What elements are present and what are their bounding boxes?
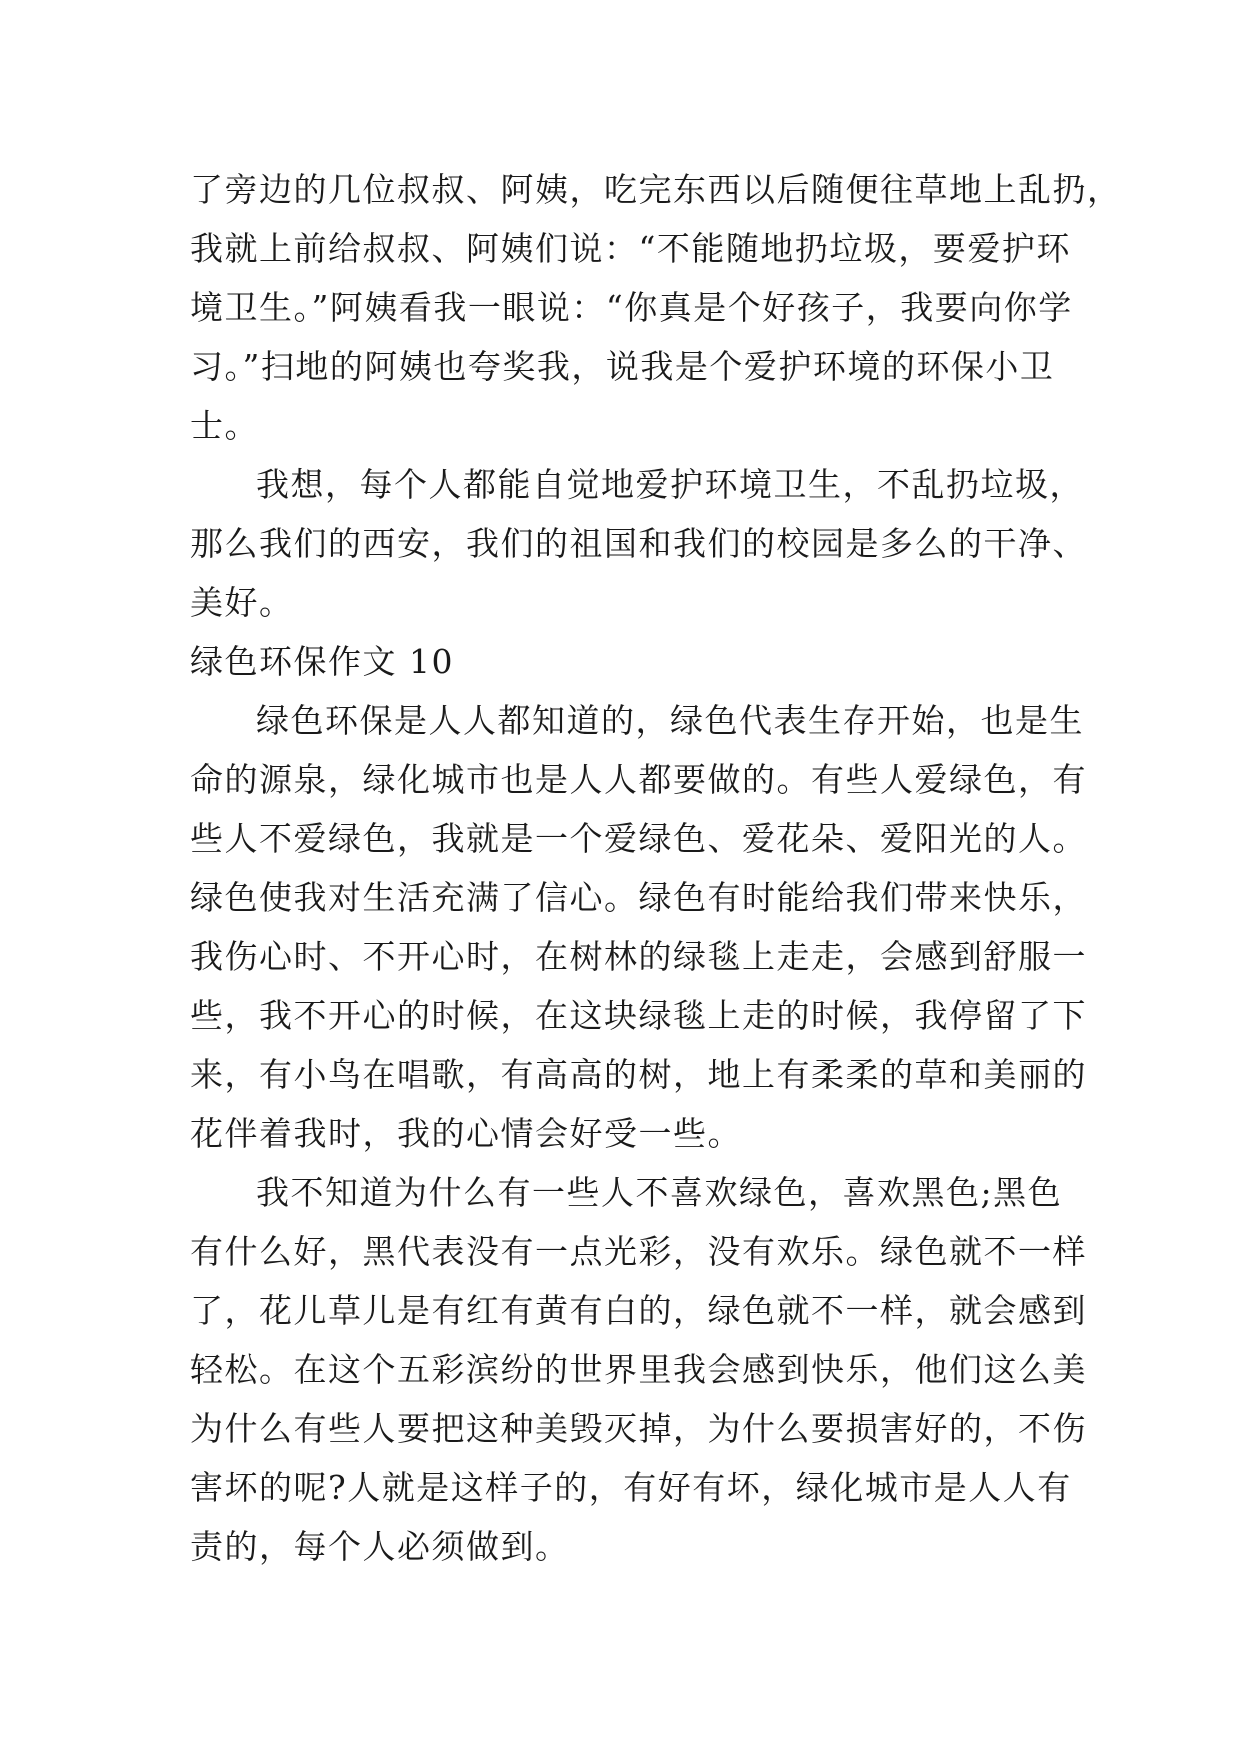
text-line: 绿色环保是人人都知道的，绿色代表生存开始，也是生 [256,701,1084,740]
paragraph-4 [190,1163,1087,1576]
text-line: 有什么好，黑代表没有一点光彩，没有欢乐。绿色就不一样 [190,1232,1087,1271]
text-line: 来，有小鸟在唱歌，有高高的树，地上有柔柔的草和美丽的 [190,1055,1087,1094]
text-line: 我不知道为什么有一些人不喜欢绿色，喜欢黑色;黑色 [256,1173,1063,1212]
text-line: 了旁边的几位叔叔、阿姨，吃完东西以后随便往草地上乱扔， [190,170,1122,209]
text-line: 责的，每个人必须做到。 [190,1527,570,1566]
text-line: 些人不爱绿色，我就是一个爱绿色、爱花朵、爱阳光的人。 [190,819,1087,858]
text-line: 为什么有些人要把这种美毁灭掉，为什么要损害好的，不伤 [190,1409,1087,1448]
text-line: 习。”扫地的阿姨也夸奖我，说我是个爱护环境的环保小卫 [190,347,1055,386]
paragraph-2 [190,455,1087,632]
document-body [190,160,1122,1576]
text-line: 境卫生。”阿姨看我一眼说：“你真是个好孩子，我要向你学 [190,288,1073,327]
text-line: 美好。 [190,583,294,622]
text-line: 花伴着我时，我的心情会好受一些。 [190,1114,742,1153]
text-line: 轻松。在这个五彩滨纷的世界里我会感到快乐，他们这么美 [190,1350,1087,1389]
text-line: 绿色使我对生活充满了信心。绿色有时能给我们带来快乐， [190,878,1087,917]
text-line: 我想，每个人都能自觉地爱护环境卫生，不乱扔垃圾， [256,465,1084,504]
text-line: 那么我们的西安，我们的祖国和我们的校园是多么的干净、 [190,524,1087,563]
text-line: 了，花儿草儿是有红有黄有白的，绿色就不一样，就会感到 [190,1291,1087,1330]
text-line: 命的源泉，绿化城市也是人人都要做的。有些人爱绿色，有 [190,760,1087,799]
section-heading: 绿色环保作文 10 [190,642,454,681]
paragraph-1 [190,160,1122,455]
text-line: 我就上前给叔叔、阿姨们说：“不能随地扔垃圾，要爱护环 [190,229,1071,268]
text-line: 些，我不开心的时候，在这块绿毯上走的时候，我停留了下 [190,996,1087,1035]
text-line: 害坏的呢?人就是这样子的，有好有坏，绿化城市是人人有 [190,1468,1072,1507]
text-line: 士。 [190,406,259,445]
text-line: 我伤心时、不开心时，在树林的绿毯上走走，会感到舒服一 [190,937,1087,976]
paragraph-3 [190,691,1087,1163]
